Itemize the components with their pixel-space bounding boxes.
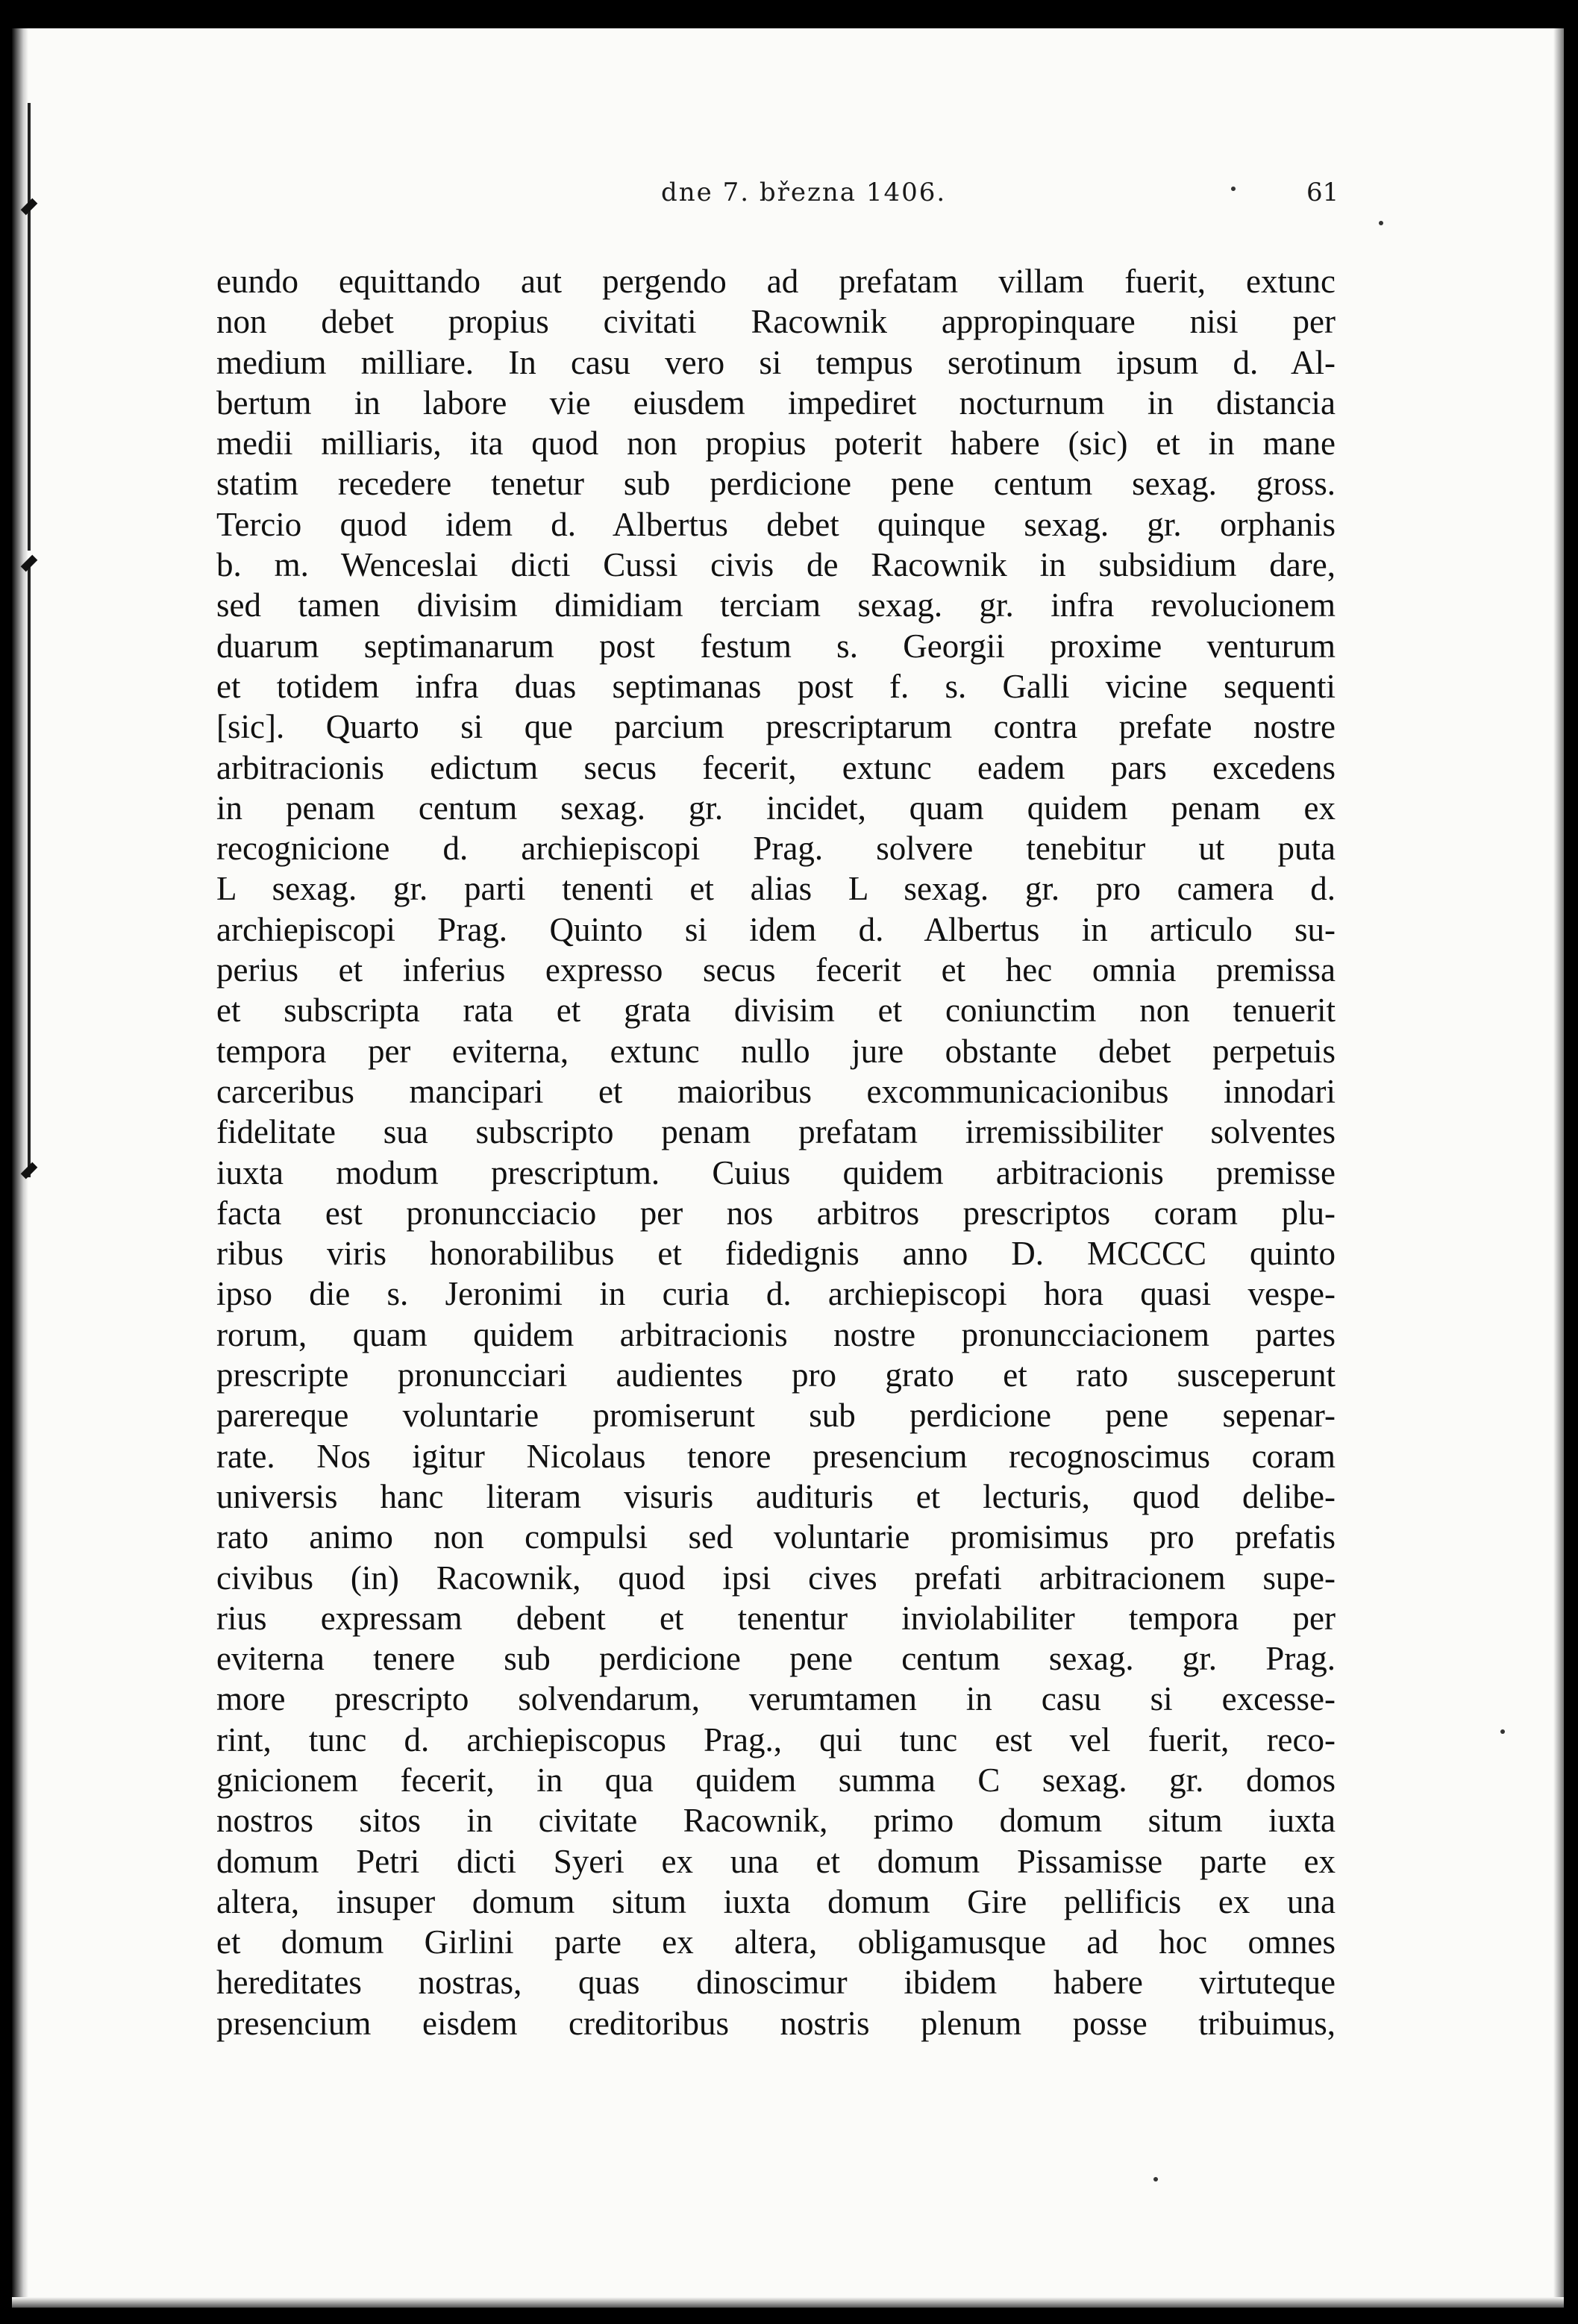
text-line: Tercio quod idem d. Albertus debet quinque sexag. gr. orphanis <box>216 505 1336 543</box>
text-line: gnicionem fecerit, in qua quidem summa C sexag. gr. domos <box>216 1761 1336 1799</box>
binding-line <box>28 103 31 551</box>
text-line: ribus viris honorabilibus et fidedignis anno D. MCCCC quinto <box>216 1235 1336 1273</box>
page-header <box>12 178 1564 222</box>
text-line: perius et inferius expresso secus fecerit et hec omnia premissa <box>216 951 1336 989</box>
scan-speck <box>1153 2177 1158 2182</box>
text-line: et totidem infra duas septimanas post f. s. Galli vicine sequenti <box>216 667 1336 705</box>
binding-line <box>28 566 31 1177</box>
text-line: rius expressam debent et tenentur inviolabiliter tempora per <box>216 1599 1336 1637</box>
page-edge-bottom <box>12 2297 1564 2308</box>
text-line: hereditates nostras, quas dinoscimur ibidem habere virtuteque <box>216 1964 1336 2002</box>
text-line: archiepiscopi Prag. Quinto si idem d. Albertus in articulo su- <box>216 910 1336 948</box>
text-line: recognicione d. archiepiscopi Prag. solvere tenebitur ut puta <box>216 830 1336 868</box>
scan-speck <box>1500 1729 1505 1734</box>
text-line: eundo equittando aut pergendo ad prefatam villam fuerit, extunc <box>216 263 1336 300</box>
text-line: nostros sitos in civitate Racownik, primo domum situm iuxta <box>216 1802 1336 1840</box>
text-line: b. m. Wenceslai dicti Cussi civis de Racownik in subsidium dare, <box>216 546 1336 584</box>
text-line: tempora per eviterna, extunc nullo jure obstante debet perpetuis <box>216 1032 1336 1070</box>
text-line: rint, tunc d. archiepiscopus Prag., qui tunc est vel fuerit, reco- <box>216 1720 1336 1758</box>
text-line: ipso die s. Jeronimi in curia d. archiepiscopi hora quasi vespe- <box>216 1275 1336 1313</box>
text-line: medii milliaris, ita quod non propius poterit habere (sic) et in mane <box>216 425 1336 463</box>
text-line: facta est pronuncciacio per nos arbitros prescriptos coram plu- <box>216 1194 1336 1232</box>
text-line: arbitracionis edictum secus fecerit, extunc eadem pars excedens <box>216 748 1336 786</box>
text-line: [sic]. Quarto si que parcium prescriptarum contra prefate nostre <box>216 708 1336 746</box>
text-line: rorum, quam quidem arbitracionis nostre pronuncciacionem partes <box>216 1315 1336 1353</box>
text-line: prescripte pronuncciari audientes pro grato et rato susceperunt <box>216 1356 1336 1394</box>
page-edge-right <box>1553 28 1564 2308</box>
text-line: domum Petri dicti Syeri ex una et domum Pissamisse parte ex <box>216 1842 1336 1880</box>
text-line: presencium eisdem creditoribus nostris plenum posse tribuimus, <box>216 2004 1336 2042</box>
body-text <box>216 261 1336 2043</box>
running-title: dne 7. března 1406. <box>661 178 947 207</box>
text-line: medium milliare. In casu vero si tempus serotinum ipsum d. Al- <box>216 343 1336 381</box>
text-line: non debet propius civitati Racownik appropinquare nisi per <box>216 303 1336 341</box>
text-line: statim recedere tenetur sub perdicione pene centum sexag. gross. <box>216 465 1336 503</box>
text-line: more prescripto solvendarum, verumtamen in casu si excesse- <box>216 1680 1336 1718</box>
text-line: et domum Girlini parte ex altera, obligamusque ad hoc omnes <box>216 1923 1336 1961</box>
text-line: sed tamen divisim dimidiam terciam sexag. gr. infra revolucionem <box>216 586 1336 624</box>
text-line: bertum in labore vie eiusdem impediret nocturnum in distancia <box>216 383 1336 422</box>
text-line: iuxta modum prescriptum. Cuius quidem arbitracionis premisse <box>216 1153 1336 1191</box>
text-line: universis hanc literam visuris audituris et lecturis, quod delibe- <box>216 1477 1336 1515</box>
page-number: 61 <box>1306 178 1339 207</box>
text-line: et subscripta rata et grata divisim et coniunctim non tenuerit <box>216 992 1336 1030</box>
text-line: fidelitate sua subscripto penam prefatam irremissibiliter solventes <box>216 1113 1336 1151</box>
text-line: altera, insuper domum situm iuxta domum Gire pellificis ex una <box>216 1882 1336 1920</box>
text-line: eviterna tenere sub perdicione pene centum sexag. gr. Prag. <box>216 1640 1336 1678</box>
text-line: in penam centum sexag. gr. incidet, quam quidem penam ex <box>216 789 1336 827</box>
text-line: L sexag. gr. parti tenenti et alias L sexag. gr. pro camera d. <box>216 870 1336 908</box>
text-line: rato animo non compulsi sed voluntarie promisimus pro prefatis <box>216 1518 1336 1556</box>
text-line: duarum septimanarum post festum s. Georgii proxime venturum <box>216 627 1336 665</box>
text-line: parereque voluntarie promiserunt sub perdicione pene sepenar- <box>216 1397 1336 1435</box>
text-line: civibus (in) Racownik, quod ipsi cives prefati arbitracionem supe- <box>216 1559 1336 1597</box>
text-line: carceribus mancipari et maioribus excommunicacionibus innodari <box>216 1072 1336 1110</box>
text-line: rate. Nos igitur Nicolaus tenore presencium recognoscimus coram <box>216 1437 1336 1475</box>
